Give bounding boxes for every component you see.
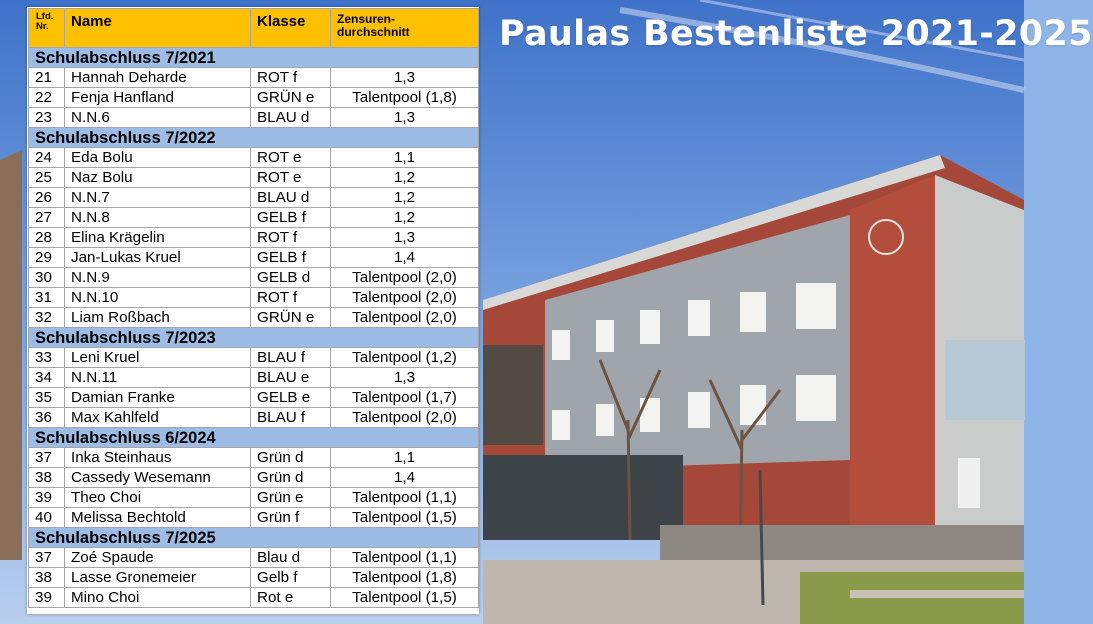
cell-score: Talentpool (2,0) bbox=[331, 268, 479, 288]
cell-name: N.N.6 bbox=[65, 108, 251, 128]
cell-nr: 36 bbox=[29, 408, 65, 428]
cell-nr: 33 bbox=[29, 348, 65, 368]
cell-name: Max Kahlfeld bbox=[65, 408, 251, 428]
cell-name: Theo Choi bbox=[65, 488, 251, 508]
cell-klasse: Rot e bbox=[251, 588, 331, 608]
cell-nr: 27 bbox=[29, 208, 65, 228]
cell-score: Talentpool (1,1) bbox=[331, 548, 479, 568]
cell-score: Talentpool (1,8) bbox=[331, 88, 479, 108]
cell-score: 1,2 bbox=[331, 188, 479, 208]
cell-name: Naz Bolu bbox=[65, 168, 251, 188]
cell-klasse: ROT f bbox=[251, 228, 331, 248]
cell-score: 1,2 bbox=[331, 208, 479, 228]
cell-nr: 37 bbox=[29, 448, 65, 468]
cell-name: Eda Bolu bbox=[65, 148, 251, 168]
table-row bbox=[29, 148, 479, 168]
section-label: Schulabschluss 7/2022 bbox=[29, 128, 479, 148]
ranking-table bbox=[28, 8, 479, 608]
cell-nr: 26 bbox=[29, 188, 65, 208]
cell-klasse: BLAU f bbox=[251, 408, 331, 428]
cell-nr: 39 bbox=[29, 588, 65, 608]
cell-klasse: BLAU f bbox=[251, 348, 331, 368]
cell-name: N.N.10 bbox=[65, 288, 251, 308]
header-zensuren-line1: Zensuren- bbox=[337, 12, 396, 26]
section-label: Schulabschluss 7/2021 bbox=[29, 48, 479, 68]
cell-klasse: Grün f bbox=[251, 508, 331, 528]
cell-score: 1,3 bbox=[331, 108, 479, 128]
cell-score: Talentpool (1,5) bbox=[331, 588, 479, 608]
cell-klasse: ROT e bbox=[251, 148, 331, 168]
cell-score: Talentpool (2,0) bbox=[331, 288, 479, 308]
table-row bbox=[29, 488, 479, 508]
cell-nr: 22 bbox=[29, 88, 65, 108]
cell-nr: 38 bbox=[29, 468, 65, 488]
cell-klasse: Grün d bbox=[251, 448, 331, 468]
section-label: Schulabschluss 6/2024 bbox=[29, 428, 479, 448]
cell-score: Talentpool (1,7) bbox=[331, 388, 479, 408]
header-nr-line1: Lfd. bbox=[36, 11, 54, 22]
table-row bbox=[29, 108, 479, 128]
section-label: Schulabschluss 7/2025 bbox=[29, 528, 479, 548]
header-zensuren-line2: durchschnitt bbox=[337, 25, 410, 39]
cell-score: 1,4 bbox=[331, 468, 479, 488]
table-row bbox=[29, 208, 479, 228]
section-header-row bbox=[29, 128, 479, 148]
cell-nr: 31 bbox=[29, 288, 65, 308]
cell-score: 1,4 bbox=[331, 248, 479, 268]
cell-score: Talentpool (1,1) bbox=[331, 488, 479, 508]
table-row bbox=[29, 368, 479, 388]
header-nr-line2: Nr. bbox=[36, 21, 49, 32]
cell-nr: 21 bbox=[29, 68, 65, 88]
cell-klasse: ROT f bbox=[251, 68, 331, 88]
cell-klasse: GRÜN e bbox=[251, 308, 331, 328]
cell-score: 1,3 bbox=[331, 368, 479, 388]
cell-nr: 32 bbox=[29, 308, 65, 328]
cell-name: Cassedy Wesemann bbox=[65, 468, 251, 488]
section-label: Schulabschluss 7/2023 bbox=[29, 328, 479, 348]
cell-nr: 29 bbox=[29, 248, 65, 268]
cell-name: N.N.8 bbox=[65, 208, 251, 228]
cell-nr: 28 bbox=[29, 228, 65, 248]
table-row bbox=[29, 448, 479, 468]
cell-nr: 40 bbox=[29, 508, 65, 528]
cell-name: N.N.11 bbox=[65, 368, 251, 388]
cell-nr: 23 bbox=[29, 108, 65, 128]
cell-score: Talentpool (1,2) bbox=[331, 348, 479, 368]
page-title: Paulas Bestenliste 2021-2025 bbox=[499, 14, 1093, 54]
cell-name: Leni Kruel bbox=[65, 348, 251, 368]
table-row bbox=[29, 468, 479, 488]
section-header-row bbox=[29, 328, 479, 348]
table-row bbox=[29, 568, 479, 588]
cell-klasse: ROT f bbox=[251, 288, 331, 308]
cell-name: Fenja Hanfland bbox=[65, 88, 251, 108]
cell-name: Damian Franke bbox=[65, 388, 251, 408]
header-zensuren bbox=[331, 9, 479, 48]
cell-klasse: GELB e bbox=[251, 388, 331, 408]
table-row bbox=[29, 408, 479, 428]
cell-klasse: GELB d bbox=[251, 268, 331, 288]
cell-klasse: BLAU d bbox=[251, 188, 331, 208]
header-klasse: Klasse bbox=[251, 9, 331, 48]
cell-nr: 39 bbox=[29, 488, 65, 508]
cell-name: Jan-Lukas Kruel bbox=[65, 248, 251, 268]
cell-score: Talentpool (2,0) bbox=[331, 308, 479, 328]
table-row bbox=[29, 548, 479, 568]
cell-score: Talentpool (1,5) bbox=[331, 508, 479, 528]
cell-klasse: Blau d bbox=[251, 548, 331, 568]
cell-name: Inka Steinhaus bbox=[65, 448, 251, 468]
table-row bbox=[29, 288, 479, 308]
cell-klasse: GELB f bbox=[251, 248, 331, 268]
cell-score: Talentpool (2,0) bbox=[331, 408, 479, 428]
header-name: Name bbox=[65, 9, 251, 48]
cell-nr: 38 bbox=[29, 568, 65, 588]
table-row bbox=[29, 388, 479, 408]
cell-klasse: ROT e bbox=[251, 168, 331, 188]
cell-score: 1,3 bbox=[331, 68, 479, 88]
cell-klasse: GELB f bbox=[251, 208, 331, 228]
cell-nr: 24 bbox=[29, 148, 65, 168]
table-row bbox=[29, 168, 479, 188]
section-header-row bbox=[29, 48, 479, 68]
cell-klasse: BLAU e bbox=[251, 368, 331, 388]
table-row bbox=[29, 248, 479, 268]
table-header-row bbox=[29, 9, 479, 48]
table-row bbox=[29, 308, 479, 328]
section-header-row bbox=[29, 428, 479, 448]
cell-nr: 25 bbox=[29, 168, 65, 188]
table-row bbox=[29, 188, 479, 208]
section-header-row bbox=[29, 528, 479, 548]
table-row bbox=[29, 588, 479, 608]
cell-name: Melissa Bechtold bbox=[65, 508, 251, 528]
cell-nr: 35 bbox=[29, 388, 65, 408]
cell-nr: 30 bbox=[29, 268, 65, 288]
cell-score: 1,2 bbox=[331, 168, 479, 188]
cell-klasse: Grün e bbox=[251, 488, 331, 508]
cell-score: 1,3 bbox=[331, 228, 479, 248]
table-row bbox=[29, 508, 479, 528]
cell-klasse: Gelb f bbox=[251, 568, 331, 588]
cell-score: 1,1 bbox=[331, 448, 479, 468]
cell-name: Hannah Deharde bbox=[65, 68, 251, 88]
cell-score: Talentpool (1,8) bbox=[331, 568, 479, 588]
table-row bbox=[29, 228, 479, 248]
cell-name: Elina Krägelin bbox=[65, 228, 251, 248]
cell-name: Zoé Spaude bbox=[65, 548, 251, 568]
cell-klasse: GRÜN e bbox=[251, 88, 331, 108]
cell-name: Lasse Gronemeier bbox=[65, 568, 251, 588]
cell-klasse: Grün d bbox=[251, 468, 331, 488]
cell-nr: 37 bbox=[29, 548, 65, 568]
table-row bbox=[29, 348, 479, 368]
cell-name: Liam Roßbach bbox=[65, 308, 251, 328]
cell-klasse: BLAU d bbox=[251, 108, 331, 128]
cell-name: N.N.9 bbox=[65, 268, 251, 288]
table-row bbox=[29, 68, 479, 88]
header-nr bbox=[29, 9, 65, 48]
table-body bbox=[29, 48, 479, 608]
cell-score: 1,1 bbox=[331, 148, 479, 168]
ranking-table-panel bbox=[27, 7, 479, 614]
table-row bbox=[29, 88, 479, 108]
cell-nr: 34 bbox=[29, 368, 65, 388]
cell-name: Mino Choi bbox=[65, 588, 251, 608]
table-row bbox=[29, 268, 479, 288]
cell-name: N.N.7 bbox=[65, 188, 251, 208]
